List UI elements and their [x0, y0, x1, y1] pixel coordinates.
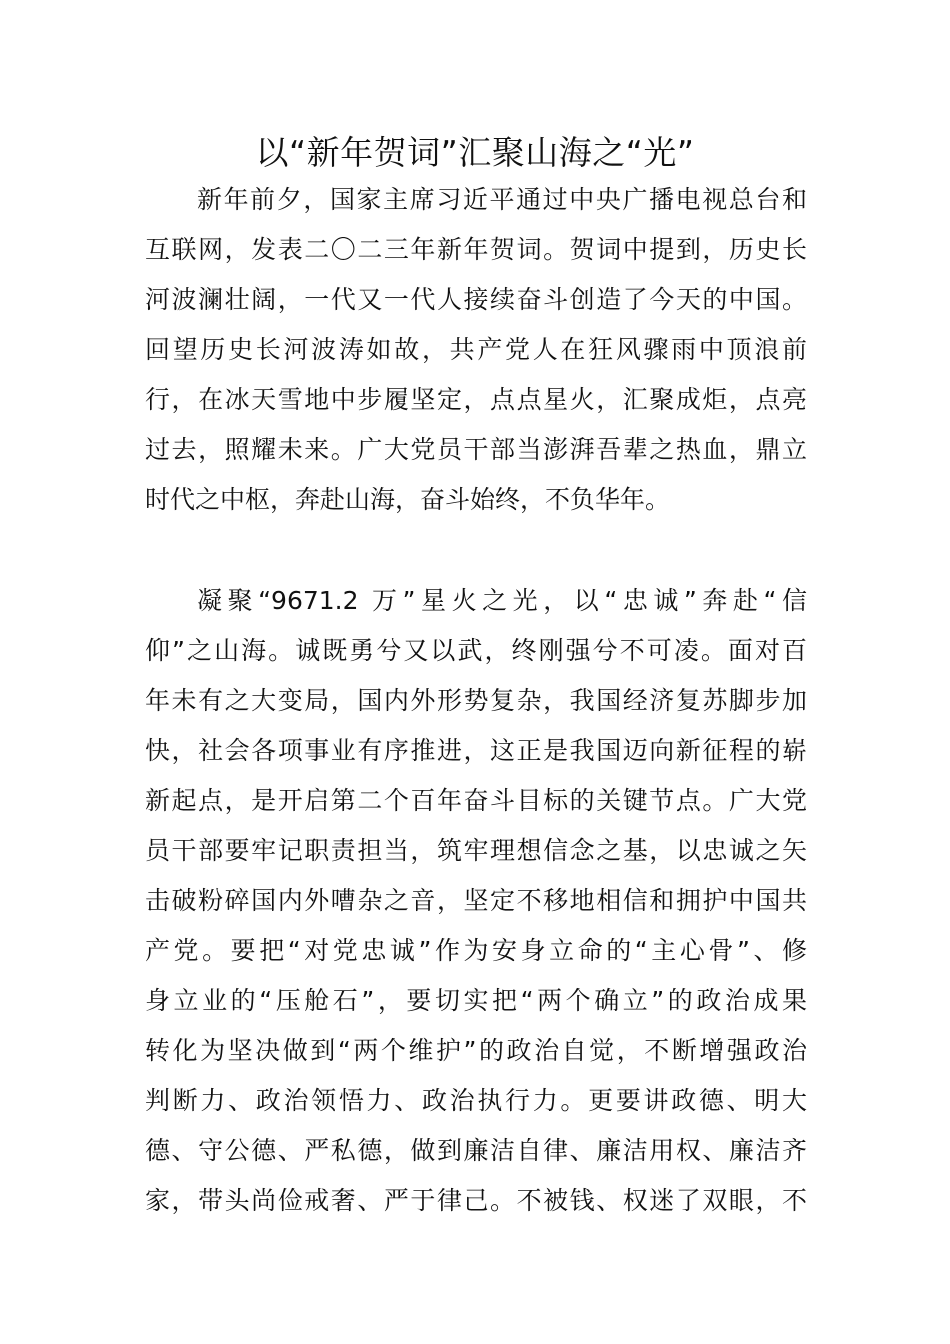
paragraph-line: 仰”之山海。诚既勇兮又以武，终刚强兮不可凌。面对百	[145, 636, 807, 665]
paragraph-line: 过去，照耀未来。广大党员干部当澎湃吾辈之热血，鼎立	[145, 435, 807, 464]
paragraph-line: 凝聚“9671.2 万”星火之光，以“忠诚”奔赴“信	[197, 586, 807, 615]
paragraph-line: 家，带头尚俭戒奢、严于律己。不被钱、权迷了双眼，不	[145, 1186, 807, 1215]
paragraph-line: 员干部要牢记职责担当，筑牢理想信念之基，以忠诚之矢	[145, 836, 807, 865]
paragraph-line: 新起点，是开启第二个百年奋斗目标的关键节点。广大党	[145, 786, 807, 815]
paragraph-line: 时代之中枢，奔赴山海，奋斗始终，不负华年。	[145, 485, 671, 514]
paragraph-line: 河波澜壮阔，一代又一代人接续奋斗创造了今天的中国。	[145, 285, 807, 314]
document-title: 以“新年贺词”汇聚山海之“光”	[255, 133, 695, 172]
paragraph-line: 回望历史长河波涛如故，共产党人在狂风骤雨中顶浪前	[145, 335, 807, 364]
paragraph-line: 互联网，发表二〇二三年新年贺词。贺词中提到，历史长	[145, 235, 807, 264]
paragraph-line: 击破粉碎国内外嘈杂之音，坚定不移地相信和拥护中国共	[145, 886, 807, 915]
paragraph-2	[145, 576, 807, 1226]
paragraph-line: 转化为坚决做到“两个维护”的政治自觉，不断增强政治	[145, 1036, 807, 1065]
paragraph-1	[145, 175, 807, 525]
paragraph-line: 新年前夕，国家主席习近平通过中央广播电视总台和	[197, 185, 807, 214]
paragraph-line: 身立业的“压舱石”，要切实把“两个确立”的政治成果	[145, 986, 807, 1015]
paragraph-line: 德、守公德、严私德，做到廉洁自律、廉洁用权、廉洁齐	[145, 1136, 807, 1165]
paragraph-line: 快，社会各项事业有序推进，这正是我国迈向新征程的崭	[145, 736, 807, 765]
paragraph-line: 行，在冰天雪地中步履坚定，点点星火，汇聚成炬，点亮	[145, 385, 807, 414]
paragraph-line: 判断力、政治领悟力、政治执行力。更要讲政德、明大	[145, 1086, 807, 1115]
paragraph-line: 产党。要把“对党忠诚”作为安身立命的“主心骨”、修	[145, 936, 807, 965]
paragraph-line: 年未有之大变局，国内外形势复杂，我国经济复苏脚步加	[145, 686, 807, 715]
